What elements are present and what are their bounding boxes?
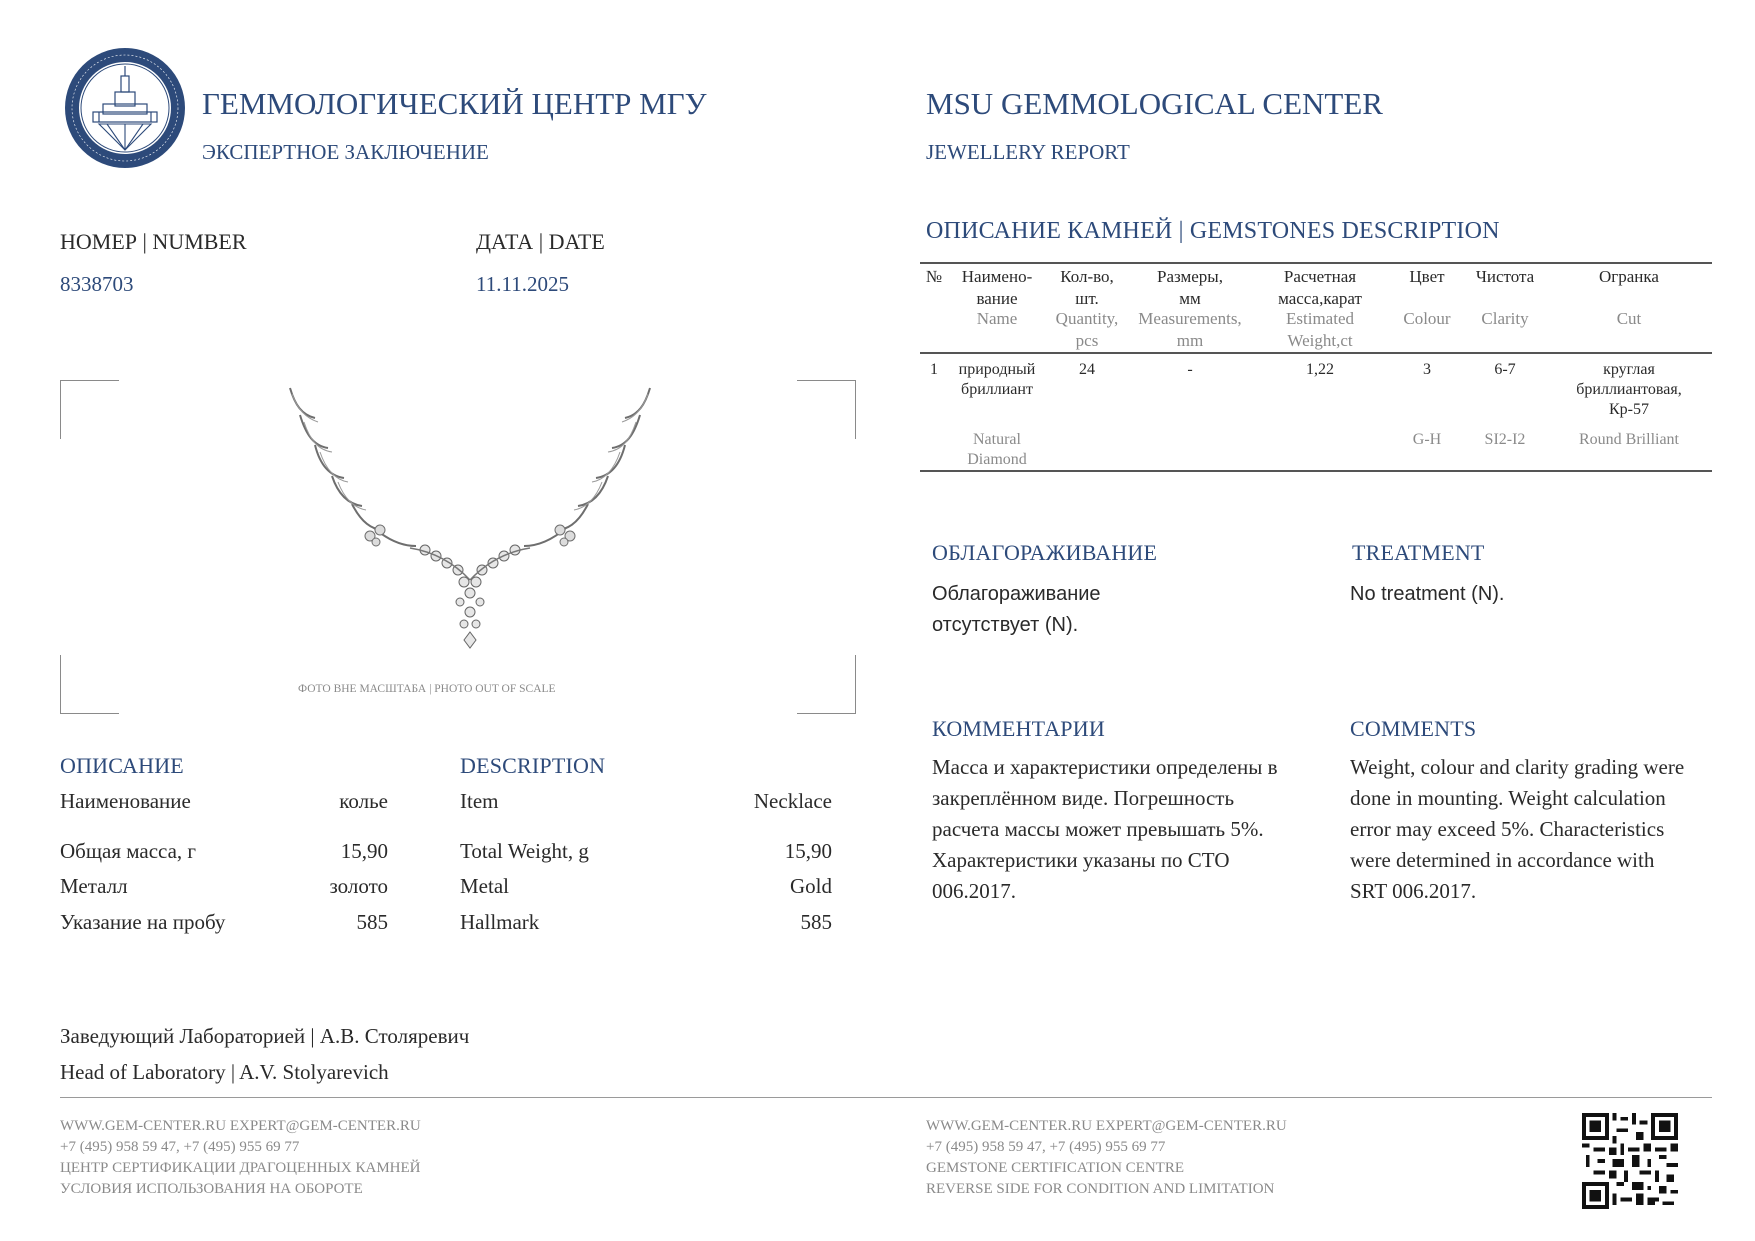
cell-clarity: 6-7 <box>1494 361 1516 378</box>
desc-metal-label-ru: Металл <box>60 874 128 898</box>
col-header-quantity-en: Quantity, pcs <box>1055 309 1119 350</box>
description-heading-en: DESCRIPTION <box>460 753 606 778</box>
signature-en: Head of Laboratory | A.V. Stolyarevich <box>60 1060 389 1084</box>
desc-metal-label-en: Metal <box>460 874 509 898</box>
desc-hallmark-label-ru: Указание на пробу <box>60 910 226 934</box>
treatment-heading-ru: ОБЛАГОРАЖИВАНИЕ <box>932 540 1158 565</box>
footer-ru-contacts: WWW.GEM-CENTER.RU EXPERT@GEM-CENTER.RU <box>60 1118 421 1134</box>
desc-hallmark-value-ru: 585 <box>356 910 388 934</box>
col-header-cut: Огранка <box>1599 267 1659 286</box>
desc-item-label-en: Item <box>460 789 499 813</box>
footer-en-contacts: WWW.GEM-CENTER.RU EXPERT@GEM-CENTER.RU <box>926 1118 1287 1134</box>
frame-corner <box>60 655 119 714</box>
col-header-no: № <box>925 267 943 286</box>
en-title: MSU GEMMOLOGICAL CENTER <box>926 86 1383 121</box>
ru-title: ГЕММОЛОГИЧЕСКИЙ ЦЕНТР МГУ <box>202 86 707 121</box>
col-header-clarity-en: Clarity <box>1481 309 1529 328</box>
col-header-quantity: Кол-во, шт. <box>1060 267 1114 308</box>
footer-en-terms: REVERSE SIDE FOR CONDITION AND LIMITATION <box>926 1181 1275 1197</box>
number-label: НОМЕР | NUMBER <box>60 229 247 254</box>
table-rule <box>920 352 1712 354</box>
cell-colour-en: G-H <box>1412 431 1442 448</box>
en-subtitle: JEWELLERY REPORT <box>926 140 1130 164</box>
cell-cut-en: Round Brilliant <box>1579 431 1679 448</box>
col-header-name-en: Name <box>976 309 1018 328</box>
footer-en <box>926 1116 1287 1200</box>
comments-heading-ru: КОММЕНТАРИИ <box>932 716 1105 741</box>
footer-ru-org: ЦЕНТР СЕРТИФИКАЦИИ ДРАГОЦЕННЫХ КАМНЕЙ <box>60 1160 421 1176</box>
footer-ru-phones: +7 (495) 958 59 47, +7 (495) 955 69 77 <box>60 1139 300 1155</box>
desc-item-value-en: Necklace <box>753 789 832 813</box>
cell-quantity: 24 <box>1079 361 1095 378</box>
desc-weight-value-ru: 15,90 <box>340 839 388 863</box>
col-header-colour: Цвет <box>1409 267 1445 286</box>
frame-corner <box>797 655 856 714</box>
necklace-photo-icon <box>220 380 720 660</box>
col-header-clarity: Чистота <box>1475 267 1535 286</box>
footer-en-phones: +7 (495) 958 59 47, +7 (495) 955 69 77 <box>926 1139 1166 1155</box>
footer-ru-terms: УСЛОВИЯ ИСПОЛЬЗОВАНИЯ НА ОБОРОТЕ <box>60 1181 363 1197</box>
date-label: ДАТА | DATE <box>476 229 605 254</box>
photo-frame <box>60 380 856 714</box>
col-header-weight: Расчетная масса,карат <box>1278 267 1362 308</box>
cell-measurements: - <box>1187 361 1193 378</box>
cell-name: природный бриллиант <box>958 361 1036 398</box>
cell-name-en: Natural Diamond <box>967 431 1027 468</box>
footer-ru <box>60 1116 421 1200</box>
cell-clarity-en: SI2-I2 <box>1484 431 1526 448</box>
desc-hallmark-label-en: Hallmark <box>460 910 540 934</box>
treatment-text-en: No treatment (N). <box>1350 583 1505 605</box>
footer-en-org: GEMSTONE CERTIFICATION CENTRE <box>926 1160 1184 1176</box>
treatment-text-ru: Облагораживание отсутствует (N). <box>932 583 1101 636</box>
desc-weight-label-ru: Общая масса, г <box>60 839 197 863</box>
comments-text-ru: Масса и характеристики определены в закреплённом виде. Погрешность расчета массы может превышать 5%. Характеристики указаны по СТО 006.2017. <box>932 755 1278 903</box>
qr-code-icon[interactable] <box>1582 1113 1678 1209</box>
col-header-measurements: Размеры, мм <box>1157 267 1223 308</box>
msu-seal-logo-icon <box>63 46 187 170</box>
col-header-cut-en: Cut <box>1616 309 1642 328</box>
cell-no: 1 <box>930 361 938 378</box>
gemstones-table <box>920 262 1712 474</box>
table-rule <box>920 262 1712 264</box>
col-header-name: Наимено- вание <box>961 267 1033 308</box>
frame-corner <box>60 380 119 439</box>
col-header-colour-en: Colour <box>1403 309 1451 328</box>
col-header-measurements-en: Measurements, mm <box>1138 309 1242 350</box>
photo-caption: ФОТО ВНЕ МАСШТАБА | PHOTO OUT OF SCALE <box>298 683 556 695</box>
cell-cut: круглая бриллиантовая, Кр-57 <box>1576 361 1682 418</box>
desc-weight-value-en: 15,90 <box>784 839 832 863</box>
signature-ru: Заведующий Лабораторией | А.В. Столяревич <box>60 1024 470 1048</box>
footer-divider <box>60 1097 1712 1098</box>
cell-weight: 1,22 <box>1306 361 1334 378</box>
cell-colour: 3 <box>1423 361 1431 378</box>
desc-item-label-ru: Наименование <box>60 789 191 813</box>
frame-corner <box>797 380 856 439</box>
desc-weight-label-en: Total Weight, g <box>460 839 589 863</box>
ru-subtitle: ЭКСПЕРТНОЕ ЗАКЛЮЧЕНИЕ <box>202 140 489 164</box>
col-header-weight-en: Estimated Weight,ct <box>1286 309 1354 350</box>
desc-metal-value-ru: золото <box>329 874 388 898</box>
comments-heading-en: COMMENTS <box>1350 716 1477 741</box>
desc-metal-value-en: Gold <box>790 874 832 898</box>
date-value: 11.11.2025 <box>476 272 569 296</box>
treatment-heading-en: TREATMENT <box>1352 540 1485 565</box>
gemstones-heading: ОПИСАНИЕ КАМНЕЙ | GEMSTONES DESCRIPTION <box>926 218 1500 244</box>
desc-hallmark-value-en: 585 <box>800 910 832 934</box>
description-heading-ru: ОПИСАНИЕ <box>60 753 184 778</box>
comments-text-en: Weight, colour and clarity grading were done in mounting. Weight calculation error may exceed 5%. Characteristics were determined in accordance with SRT 006.2017. <box>1350 755 1685 903</box>
desc-item-value-ru: колье <box>339 789 388 813</box>
number-value: 8338703 <box>60 272 134 296</box>
table-rule <box>920 470 1712 472</box>
